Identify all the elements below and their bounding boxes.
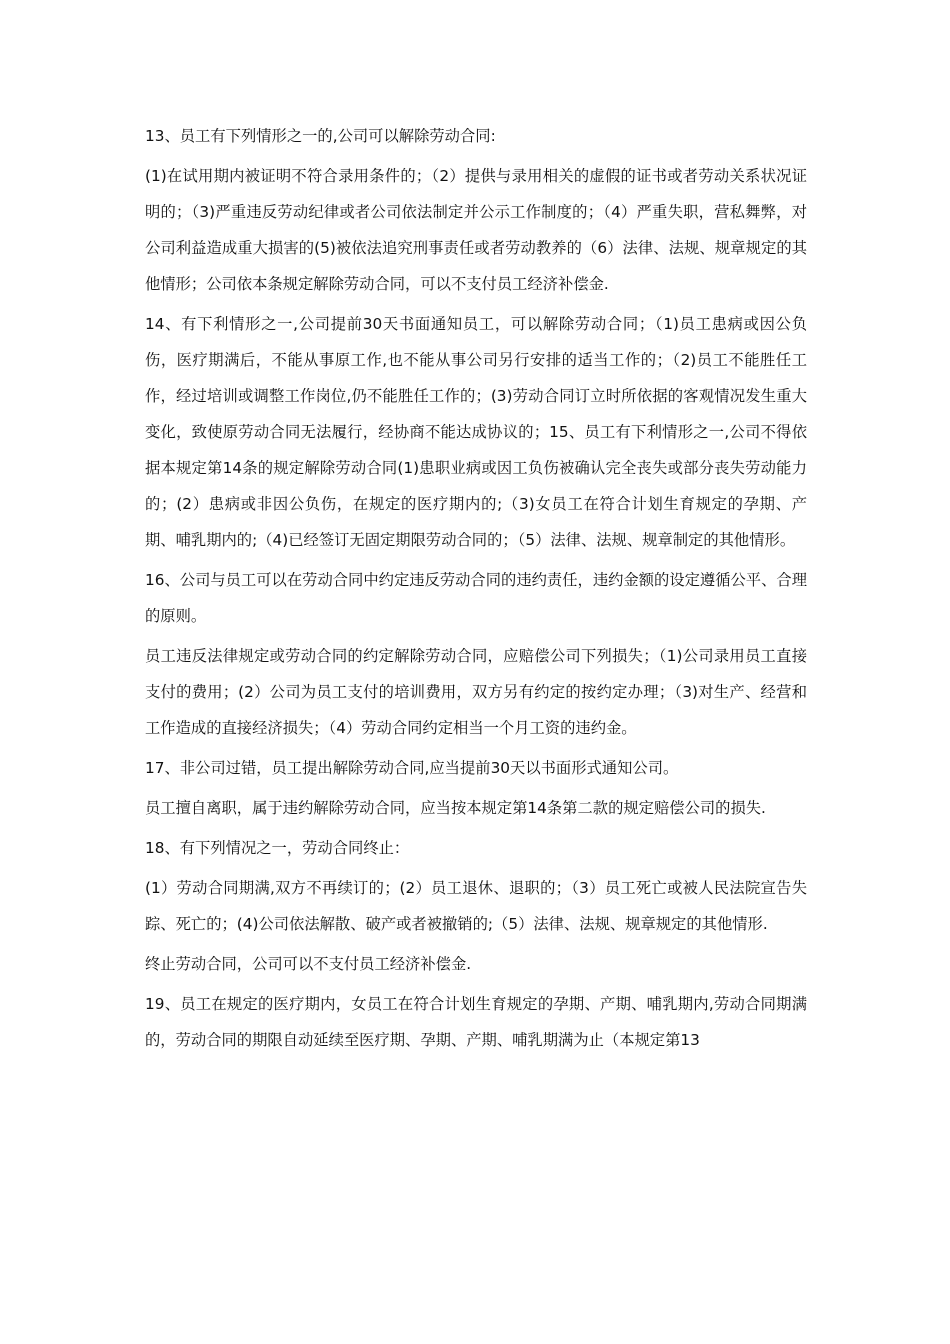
paragraph-article-13-clauses: (1)在试用期内被证明不符合录用条件的；（2）提供与录用相关的虚假的证书或者劳动关系状况证明的；（3)严重违反劳动纪律或者公司依法制定并公示工作制度的；（4）严重失职，营私舞弊，对公司利益造成重大损害的(5)被依法追究刑事责任或者劳动教养的（6）法律、法规、规章规定的其他情形；公司依本条规定解除劳动合同，可以不支付员工经济补偿金. (145, 167, 807, 293)
paragraph-article-17: 17、非公司过错，员工提出解除劳动合同,应当提前30天以书面形式通知公司。 (145, 759, 679, 777)
paragraph-article-17-unauthorized-leave: 员工擅自离职，属于违约解除劳动合同，应当按本规定第14条第二款的规定赔偿公司的损失. (145, 799, 766, 817)
paragraph-article-18-clauses: (1）劳动合同期满,双方不再续订的；(2）员工退休、退职的；（3）员工死亡或被人民法院宣告失踪、死亡的；(4)公司依法解散、破产或者被撤销的;（5）法律、法规、规章规定的其他情形. (145, 879, 807, 933)
paragraph-article-19: 19、员工在规定的医疗期内，女员工在符合计划生育规定的孕期、产期、哺乳期内,劳动合同期满的，劳动合同的期限自动延续至医疗期、孕期、产期、哺乳期满为止（本规定第13 (145, 995, 807, 1049)
paragraph-article-16-compensation: 员工违反法律规定或劳动合同的约定解除劳动合同，应赔偿公司下列损失；（1)公司录用员工直接支付的费用；(2）公司为员工支付的培训费用，双方另有约定的按约定办理；（3)对生产、经营和工作造成的直接经济损失；（4）劳动合同约定相当一个月工资的违约金。 (145, 647, 807, 737)
document-body (145, 118, 807, 1062)
paragraph-article-18: 18、有下列情况之一，劳动合同终止： (145, 839, 410, 857)
paragraph-article-18-no-compensation: 终止劳动合同，公司可以不支付员工经济补偿金. (145, 955, 472, 973)
paragraph-article-13: 13、员工有下列情形之一的,公司可以解除劳动合同: (145, 127, 496, 145)
paragraph-article-16: 16、公司与员工可以在劳动合同中约定违反劳动合同的违约责任，违约金额的设定遵循公平、合理的原则。 (145, 571, 807, 625)
paragraph-article-14-15: 14、有下利情形之一,公司提前30天书面通知员工，可以解除劳动合同；（1)员工患病或因公负伤，医疗期满后，不能从事原工作,也不能从事公司另行安排的适当工作的；（2)员工不能胜任工作，经过培训或调整工作岗位,仍不能胜任工作的；(3)劳动合同订立时所依据的客观情况发生重大变化，致使原劳动合同无法履行，经协商不能达成协议的；15、员工有下利情形之一,公司不得依据本规定第14条的规定解除劳动合同(1)患职业病或因工负伤被确认完全丧失或部分丧失劳动能力的；(2）患病或非因公负伤，在规定的医疗期内的;（3)女员工在符合计划生育规定的孕期、产期、哺乳期内的;（4)已经签订无固定期限劳动合同的；（5）法律、法规、规章制定的其他情形。 (145, 315, 807, 549)
